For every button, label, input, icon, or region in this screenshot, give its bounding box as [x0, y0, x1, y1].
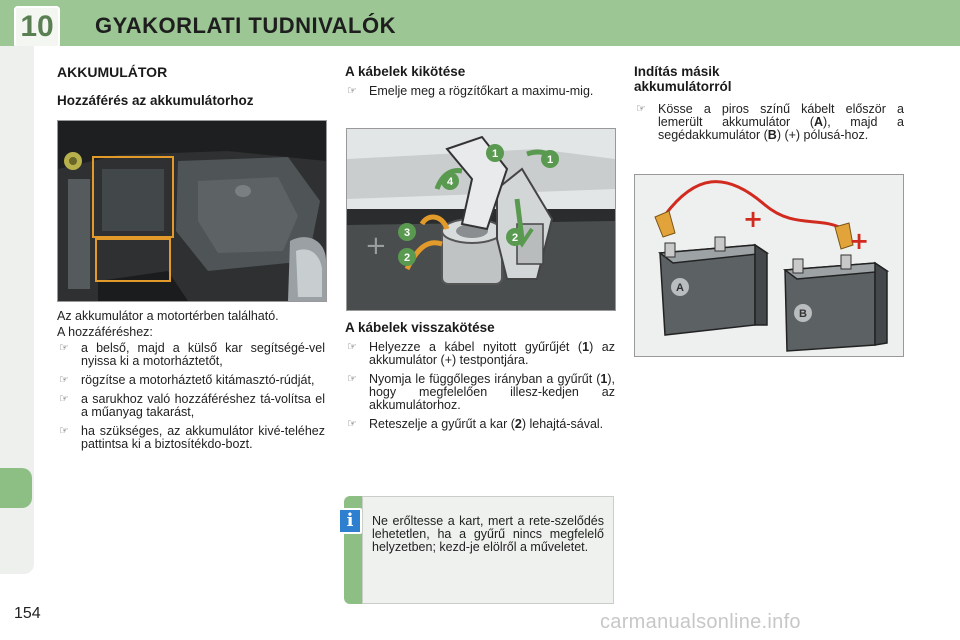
list-item: ☞ Nyomja le függőleges irányban a gyűrűt (1), hogy megfelelően illesz-kedjen az akkumulátorhoz. — [347, 372, 615, 412]
clamp-illustration — [347, 129, 615, 310]
intro-text-2: A hozzáféréshez: — [57, 325, 153, 339]
jumper-cables-illustration — [635, 175, 903, 356]
page-title: GYAKORLATI TUDNIVALÓK — [95, 13, 396, 38]
jumpstart-title: Indítás másik akkumulátorról — [634, 64, 732, 94]
pointing-hand-icon: ☞ — [59, 342, 69, 354]
pointing-hand-icon: ☞ — [59, 393, 69, 405]
list-item: ☞ ha szükséges, az akkumulátor kivé-teléhez pattintsa ki a biztosítékdo-bozt. — [59, 424, 325, 451]
pointing-hand-icon: ☞ — [636, 103, 646, 115]
jumpstart-diagram — [634, 174, 904, 357]
chapter-tab — [0, 468, 32, 508]
list-item: ☞ a belső, majd a külső kar segítségé-vel nyissa ki a motorháztetőt, — [59, 341, 325, 368]
diagram-label-3: 3 — [403, 227, 411, 239]
svg-text:+: + — [365, 231, 387, 261]
chapter-number: 10 — [20, 10, 54, 43]
page-number: 154 — [14, 605, 41, 622]
diagram-label-2a: 2 — [403, 252, 411, 264]
watermark: carmanualsonline.info — [600, 611, 801, 633]
reconnect-list — [345, 341, 615, 437]
subsection-title: Hozzáférés az akkumulátorhoz — [57, 93, 254, 108]
engine-bay-illustration — [58, 121, 326, 301]
pointing-hand-icon: ☞ — [347, 85, 357, 97]
pointing-hand-icon: ☞ — [59, 425, 69, 437]
battery-clamp-diagram — [346, 128, 616, 311]
intro-text-1: Az akkumulátor a motortérben található. — [57, 309, 279, 323]
connect-list — [345, 85, 615, 104]
diagram-label-2b: 2 — [511, 232, 519, 244]
list-item: ☞ Emelje meg a rögzítőkart a maximu-mig. — [347, 84, 594, 98]
list-item: ☞ Helyezze a kábel nyitott gyűrűjét (1) az akkumulátor (+) testpontjára. — [347, 340, 616, 367]
info-icon: i — [338, 508, 362, 534]
pointing-hand-icon: ☞ — [347, 418, 357, 430]
access-steps-list — [57, 342, 325, 457]
plus-sign-a: + — [743, 205, 764, 233]
diagram-label-4: 4 — [446, 176, 454, 188]
plus-sign-b: + — [849, 227, 870, 255]
engine-bay-photo — [57, 120, 327, 302]
list-item: ☞ Kösse a piros színű kábelt először a lemerült akkumulátor (A), majd a segédakkumulátor (B) (+) pólusá-hoz. — [636, 102, 904, 142]
reconnect-title: A kábelek visszakötése — [345, 320, 495, 335]
section-title: AKKUMULÁTOR — [57, 64, 168, 80]
jumpstart-list — [634, 103, 904, 148]
battery-a-label: A — [676, 282, 684, 294]
diagram-label-1a: 1 — [491, 148, 499, 160]
chapter-badge — [14, 6, 60, 48]
list-item: ☞ Reteszelje a gyűrűt a kar (2) lehajtá-sával. — [347, 417, 604, 431]
info-text: Ne erőltesse a kart, mert a rete-szelődés lehetetlen, ha a gyűrű nincs megfelelő helyzetben; kezd-je elölről a műveletet. — [372, 514, 604, 554]
connect-title: A kábelek kikötése — [345, 64, 466, 79]
pointing-hand-icon: ☞ — [59, 374, 69, 386]
pointing-hand-icon: ☞ — [347, 341, 357, 353]
battery-b-label: B — [799, 308, 807, 320]
pointing-hand-icon: ☞ — [347, 373, 357, 385]
list-item: ☞ a sarukhoz való hozzáféréshez tá-volítsa el a műanyag takarást, — [59, 392, 325, 419]
list-item: ☞ rögzítse a motorháztető kitámasztó-rúdját, — [59, 373, 315, 387]
diagram-label-1b: 1 — [546, 154, 554, 166]
